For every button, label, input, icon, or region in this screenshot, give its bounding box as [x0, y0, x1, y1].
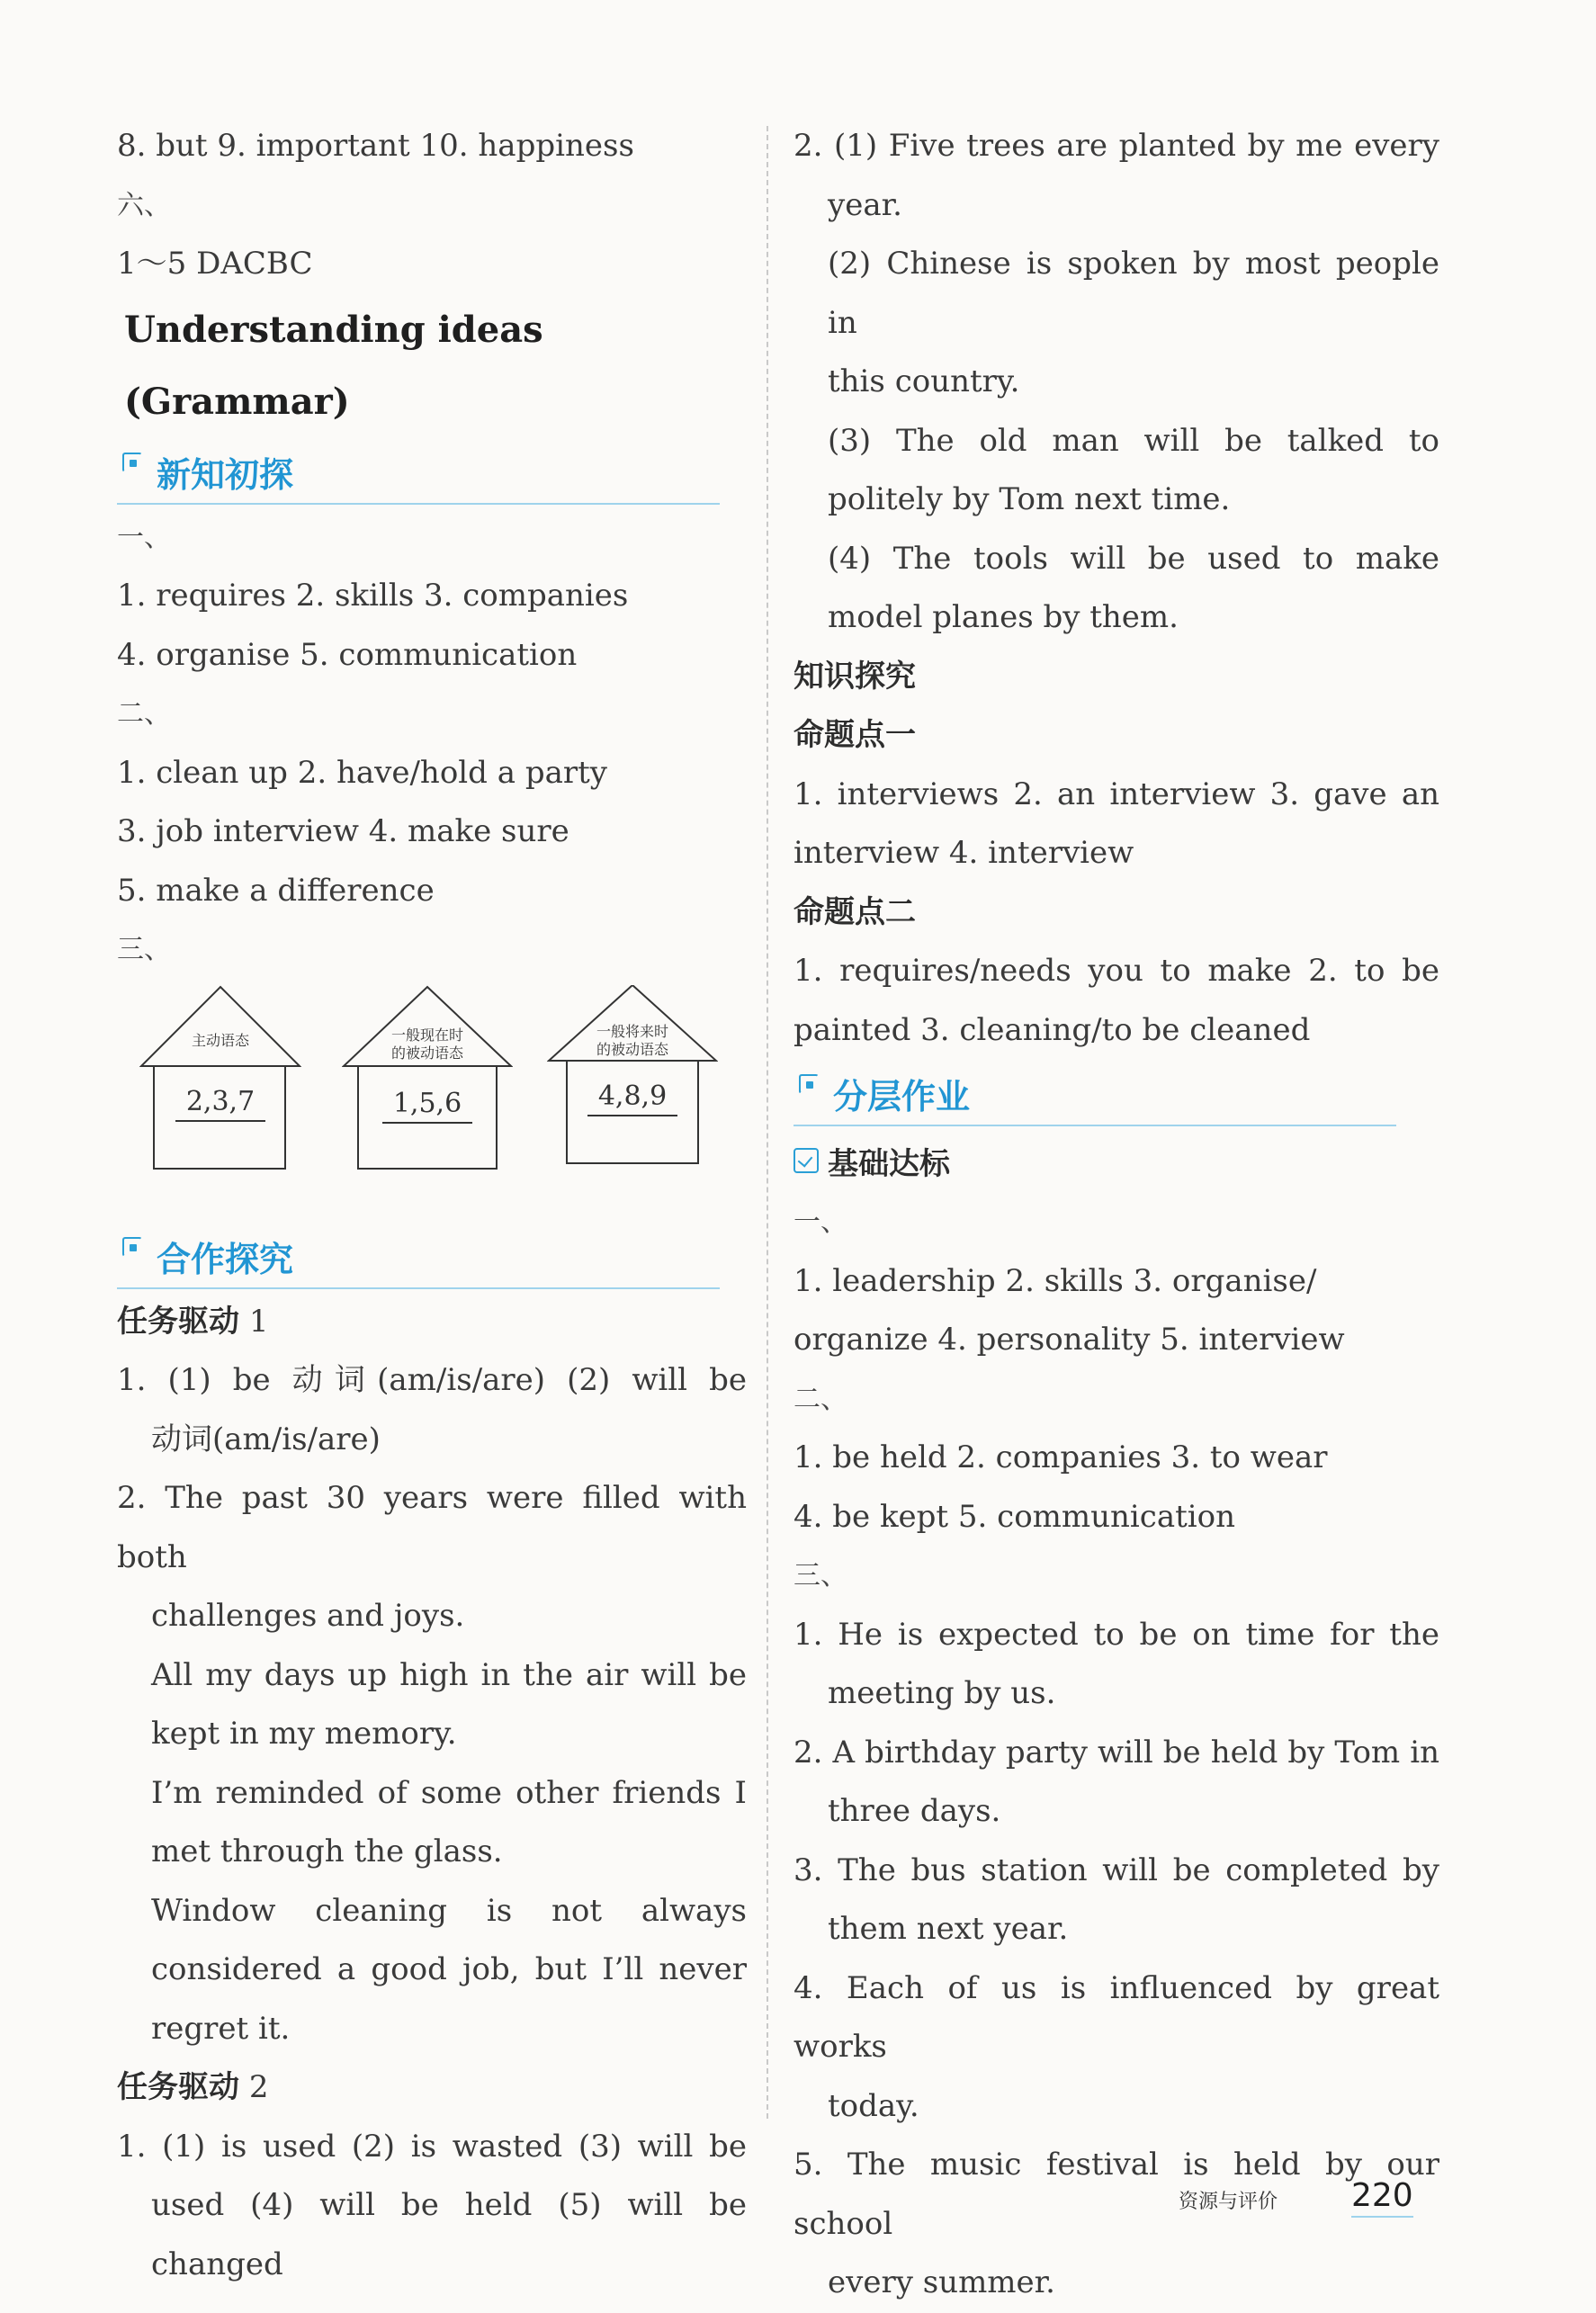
house-active-voice: [139, 985, 301, 1170]
answer-line: 动词(am/is/are): [151, 1421, 381, 1457]
answer-line: today.: [828, 2087, 919, 2124]
answer-line: considered a good job, but I’ll never: [151, 1951, 747, 1987]
answer-line: regret it.: [151, 2010, 291, 2047]
footer-label: 资源与评价: [1179, 2191, 1278, 2213]
answer-line: them next year.: [828, 1911, 1069, 1947]
answer-line: (3) The old man will be talked to: [828, 422, 1439, 459]
section-header-new-knowledge: [117, 440, 720, 505]
answer-line: meeting by us.: [828, 1675, 1056, 1711]
subsection-label: 基础达标: [828, 1146, 950, 1182]
section-header-layered-homework: [794, 1062, 1396, 1126]
answer-line: kept in my memory.: [151, 1716, 457, 1752]
answer-line: 1～5 DACBC: [117, 246, 313, 282]
answer-line: 1. interviews 2. an interview 3. gave an: [794, 775, 1439, 812]
answer-line: 3. The bus station will be completed by: [794, 1851, 1439, 1888]
answer-line: 1. He is expected to be on time for the: [794, 1616, 1439, 1653]
answer-line: 8. but 9. important 10. happiness: [117, 128, 634, 164]
house-label: 一般现在时 的被动语态: [390, 1026, 463, 1062]
answer-line: Window cleaning is not always: [151, 1892, 747, 1929]
section-title: Understanding ideas (Grammar): [124, 308, 543, 423]
answer-line: interview 4. interview: [794, 835, 1134, 871]
answer-line: 1. (1) be 动词(am/is/are) (2) will be: [117, 1362, 747, 1398]
section-label: 分层作业: [833, 1077, 971, 1116]
answer-line: 1. (1) is used (2) is wasted (3) will be: [117, 2128, 747, 2165]
answer-line: 4. Each of us is influenced by great works: [794, 1969, 1439, 2065]
answer-line: 4. be kept 5. communication: [794, 1498, 1236, 1535]
answer-line: 5. The music festival is held by our school: [794, 2147, 1439, 2242]
answer-line: 4. organise 5. communication: [117, 636, 578, 673]
answer-line: met through the glass.: [151, 1833, 503, 1869]
house-value: 2,3,7: [175, 1084, 265, 1122]
subheading: 命题点二: [794, 893, 916, 930]
section-label: 新知初探: [157, 454, 294, 495]
answer-line: 3. job interview 4. make sure: [117, 813, 569, 849]
answer-line: every summer.: [828, 2264, 1055, 2300]
answer-line: used (4) will be held (5) will be: [151, 2187, 747, 2223]
house-future-passive: [547, 985, 718, 1170]
subheading: 命题点一: [794, 717, 916, 753]
answer-line: 1. requires/needs you to make 2. to be: [794, 953, 1439, 989]
answer-line: year.: [828, 186, 902, 223]
part-heading: 六、: [117, 189, 171, 221]
answer-line: painted 3. cleaning/to be cleaned: [794, 1011, 1311, 1048]
answer-line: 2. (1) Five trees are planted by me every: [794, 128, 1439, 164]
answer-line: 1. requires 2. skills 3. companies: [117, 578, 629, 614]
answer-line: 5. make a difference: [117, 872, 435, 909]
checkbox-icon: [794, 1148, 819, 1173]
answer-line: challenges and joys.: [151, 1598, 465, 1634]
house-value: 4,8,9: [587, 1079, 677, 1116]
left-column: [117, 117, 747, 2294]
part-heading: 二、: [117, 698, 171, 730]
task-heading: 任务驱动 2: [117, 2069, 269, 2105]
answer-line: All my days up high in the air will be: [151, 1656, 747, 1693]
bookmark-icon: [122, 1237, 142, 1257]
bookmark-icon: [122, 453, 142, 472]
house-present-passive: [342, 985, 513, 1170]
answer-line: (4) The tools will be used to make: [828, 540, 1439, 577]
answer-line: organize 4. personality 5. interview: [794, 1322, 1345, 1358]
voice-houses-diagram: [117, 980, 747, 1223]
answer-line: 1. leadership 2. skills 3. organise/: [794, 1262, 1317, 1299]
column-divider: [767, 126, 768, 2119]
house-label: 一般将来时 的被动语态: [596, 1022, 668, 1058]
part-heading: 二、: [794, 1383, 847, 1415]
answer-line: politely by Tom next time.: [828, 481, 1231, 517]
answer-line: three days.: [828, 1793, 1001, 1829]
part-heading: 三、: [794, 1560, 847, 1591]
answer-line: 1. clean up 2. have/hold a party: [117, 754, 607, 791]
answer-line: I’m reminded of some other friends I: [151, 1774, 747, 1811]
right-column: [794, 117, 1439, 2313]
answer-line: this country.: [828, 363, 1020, 399]
house-value: 1,5,6: [382, 1086, 472, 1124]
answer-line: changed: [151, 2246, 283, 2282]
page-number: 220: [1351, 2177, 1413, 2218]
section-header-cooperation: [117, 1224, 720, 1289]
house-label: 主动语态: [191, 1031, 249, 1049]
part-heading: 三、: [117, 934, 171, 965]
answer-line: model planes by them.: [828, 599, 1179, 635]
subsection-basic: [794, 1130, 1439, 1193]
part-heading: 一、: [117, 521, 171, 553]
answer-line: (2) Chinese is spoken by most people in: [828, 246, 1439, 341]
subheading: 知识探究: [794, 658, 916, 695]
task-heading: 任务驱动 1: [117, 1303, 269, 1340]
answer-line: 2. The past 30 years were filled with both: [117, 1480, 747, 1575]
bookmark-icon: [799, 1074, 819, 1094]
answer-line: 2. A birthday party will be held by Tom in: [794, 1734, 1439, 1771]
answer-line: 1. be held 2. companies 3. to wear: [794, 1439, 1328, 1475]
section-label: 合作探究: [157, 1239, 294, 1279]
part-heading: 一、: [794, 1206, 847, 1238]
